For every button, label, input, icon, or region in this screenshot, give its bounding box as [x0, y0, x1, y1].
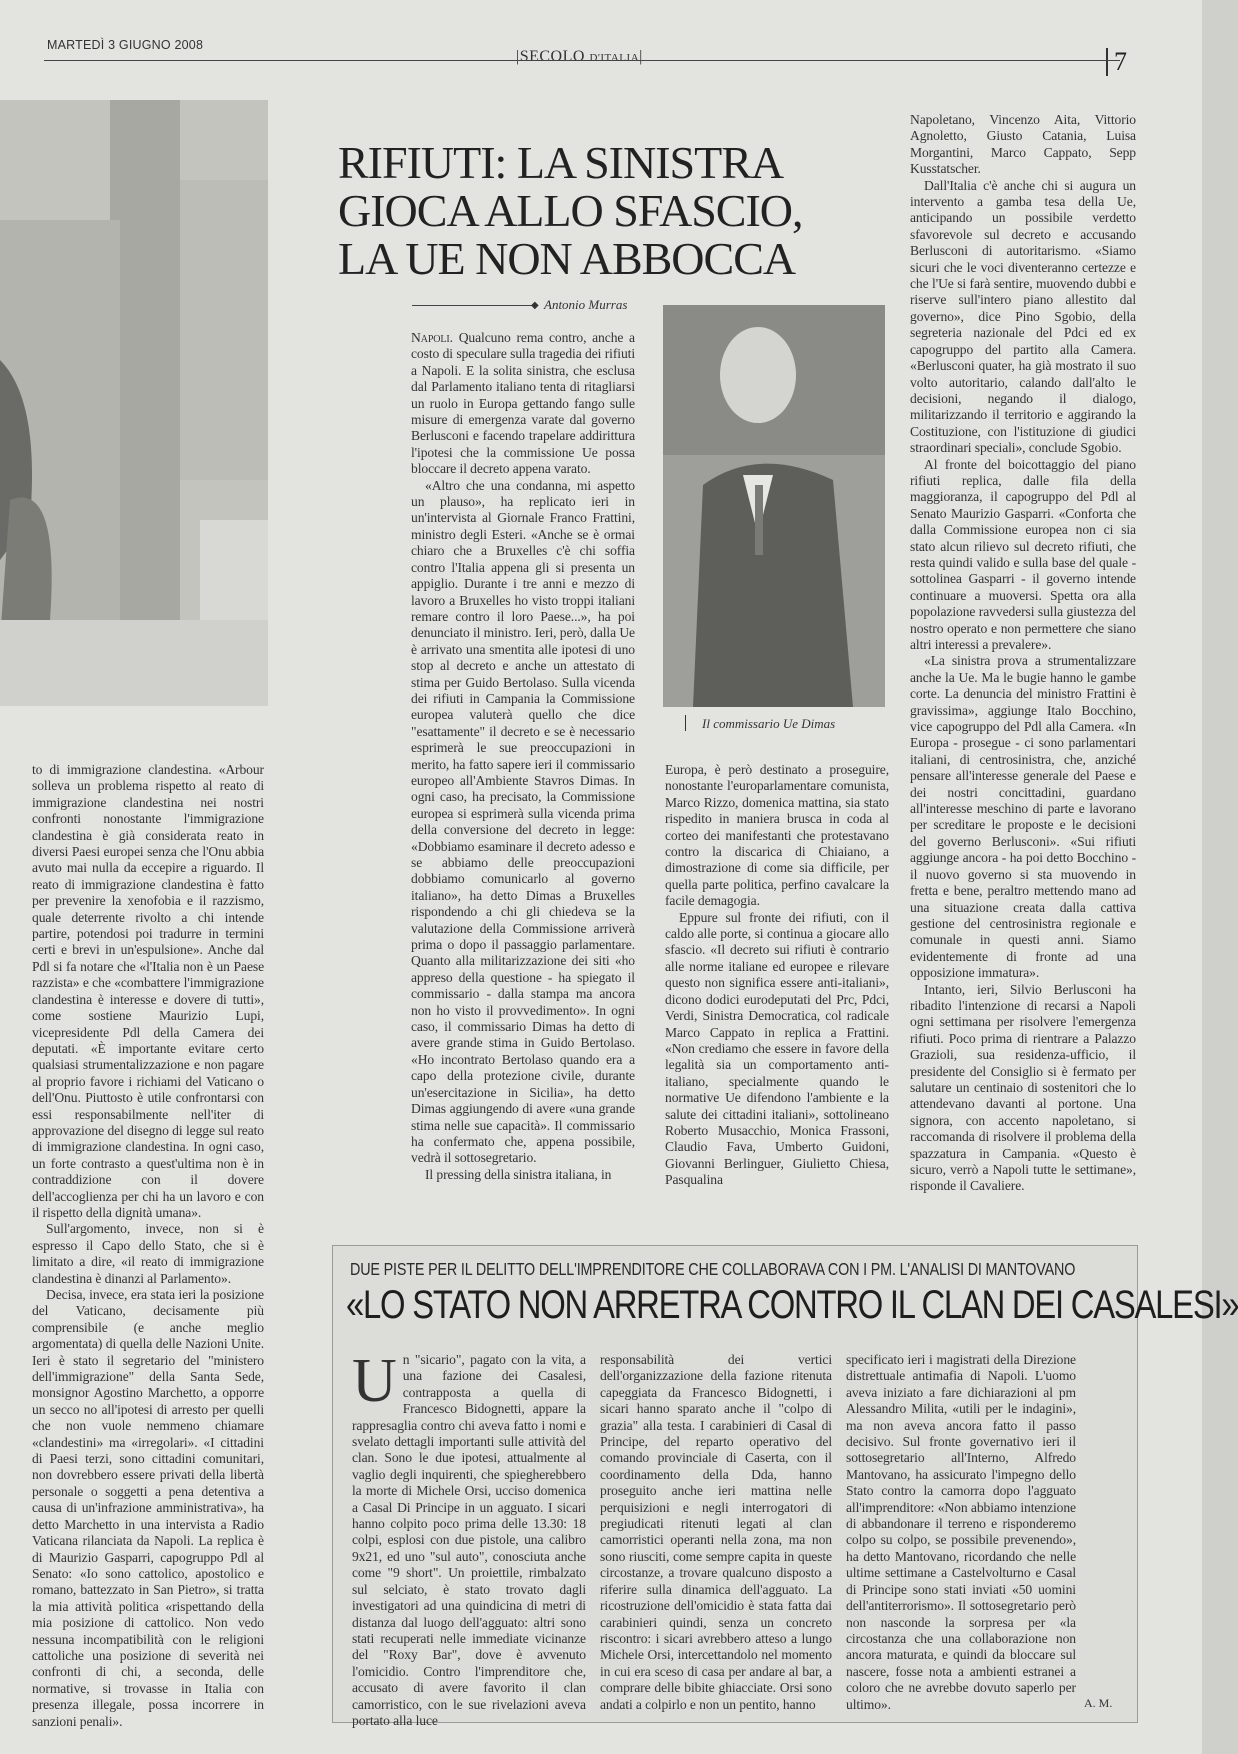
bottom-headline: «LO STATO NON ARRETRA CONTRO IL CLAN DEI CASALESI» [346, 1283, 1238, 1327]
bottom-col2-text: responsabilità dei vertici dell'organizzazione della fazione ritenuta capeggiata da Francesco Bidognetti, i sicari hanno sparato anche il "colpo di grazia" alla testa. I carabinieri di Casal di Principe, del reparto operativo del comando provinciale di Caserta, con il coordinamento della Dda, hanno proseguito anche ieri mattina nelle perquisizioni e negli interrogatori di pregiudicati ritenuti legati al clan camorristici operanti nella zona, ma non sono riusciti, come sempre capita in queste circostanze, a trovare qualcuno disposto a riferire sulla dinamica dell'agguato. La ricostruzione dell'omicidio è stata fatta dai carabinieri quindi, senza un concreto riscontro: i sicari avrebbero atteso a lungo Michele Orsi, intercettandolo nel momento in cui era sceso di casa per andare al bar, a comprare delle bibite ghiacciate. Orsi sono andati a colpirlo e non un pentito, hanno [600, 1352, 832, 1712]
main-col1-paragraph: Il pressing della sinistra italiana, in [425, 1166, 612, 1182]
dimas-photo [663, 305, 885, 707]
page-number: 7 [1106, 48, 1127, 76]
bottom-signature: A. M. [1084, 1696, 1113, 1710]
bottom-col3-text: specificato ieri i magistrati della Direzione distrettuale antimafia di Napoli. L'uomo aveva iniziato a fare dichiarazioni al pm Alessandro Milita, «utili per le indagini», ma non aveva ancora fatto il passo decisivo. Sul fronte governativo ieri il sottosegretario all'Interno, Alfredo Mantovano, ha assicurato l'impegno dello Stato contro la camorra dopo l'agguato all'imprenditore: «Non abbiamo intenzione di abbandonare il terreno e risponderemo colpo su colpo, se possibile prevenendo», ha detto Mantovano, ricordando che nelle ultime settimane a Castelvolturno e Casal di Principe sono stati inviati «50 uomini dell'antiterrorismo». Il sottosegretario però non nasconde la sorpresa per «la circostanza che una collaborazione non ancora maturata, e quindi da bloccare sul nascere, fosse nota a ambienti estranei a coloro che ne avrebbe dovuto saperlo per ultimo». [846, 1352, 1076, 1712]
dateline: Napoli. [411, 330, 453, 345]
masthead-right-bar: | [639, 48, 643, 65]
byline-diamond: ◆ [531, 300, 539, 311]
bottom-column-2 [600, 1352, 832, 1712]
bottom-column-3 [846, 1352, 1076, 1712]
main-article-column-2 [665, 762, 889, 1186]
bottom-kicker: DUE PISTE PER IL DELITTO DELL'IMPRENDITORE CHE COLLABORAVA CON I PM. L'ANALISI DI MANTOVANO [350, 1259, 1076, 1279]
main-article-column-1 [411, 330, 635, 1186]
drop-cap: U [352, 1347, 397, 1415]
main-col1-paragraph: «Altro che una condanna, mi aspetto un plauso», ha replicato ieri in un'intervista al Giornale Franco Frattini, ministro degli Esteri. «Anche se è ormai chiaro che a Bruxelles c'è chi soffia contro l'Italia appena gli si presenta un appiglio. Durante i tre anni e mezzo di lavoro a Bruxelles ho visto troppi italiani remare contro il loro Paese...», ha poi denunciato il ministro. Ieri, però, dalla Ue è arrivato una smentita alle ipotesi di uno stop al decreto e anche un attestato di stima per Guido Bertolaso. Sulla vicenda dei rifiuti in Campania la Commissione europea valuterà quello che dice "esattamente" il decreto e se è necessario esprimerà le sue preoccupazioni in merito, ha fatto sapere ieri il commissario europeo all'Ambiente Stavros Dimas. In ogni caso, ha precisato, la Commissione europea si esprimerà sulla vicenda prima della conversione del decreto in legge: «Dobbiamo esaminare il decreto adesso e se abbiamo delle preoccupazioni dobbiamo comunicarlo al governo italiano», ha detto Dimas a Bruxelles rispondendo a chi gli chiedeva se la valutazione della Commissione arriverà prima o dopo il passaggio parlamentare. Quanto alla militarizzazione dei siti «ho appreso della questione - ha spiegato il commissario - dalla stampa ma ancora non ho visto il provvedimento». In ogni caso, il commissario Dimas ha detto di avere grande stima in Guido Bertolaso. «Ho incontrato Bertolaso quando era a capo della protezione civile, durante un'esercitazione in Sicilia», ha detto Dimas aggiungendo di avere «una grande stima nelle sue capacità». Il commissario ha confermato che, appena possibile, vedrà il sottosegretario. [411, 477, 635, 1166]
left-article-paragraph: Decisa, invece, era stata ieri la posizione del Vaticano, decisamente più comprensibile (e anche meglio argomentata) di quella delle Nazioni Unite. Ieri è stato il segretario del "ministero dell'immigrazione" della Santa Sede, monsignor Agostino Marchetto, a opporre un secco no all'ipotesi di arresto per quelli che non vuole nemmeno chiamare «clandestini» ma «irregolari». «I cittadini di Paesi terzi, sono cittadini comunitari, non dovrebbero essere privati della libertà personale o soggetti a pena detentiva a causa di un'infrazione amministrativa», ha detto Marchetto in una intervista a Radio Vaticana rilanciata da Napoli. La replica è di Maurizio Gasparri, capogruppo Pdl al Senato: «Io sono cattolico, apostolico e romano, battezzato in San Pietro», si tratta la mia attività politica «rispettando della mia posizione di cattolico. Non vedo nessuna incompatibilità con le religioni cattoliche una posizione di severità nei confronti di chi, a seconda, delle normative, si trovasse in Italia con presenza illegale, possa incorrere in sanzioni penali». [32, 1287, 264, 1729]
left-photo-art [0, 100, 268, 706]
dimas-photo-art [663, 305, 885, 707]
left-article-column [32, 762, 264, 1744]
masthead-title: SECOLO [519, 48, 585, 65]
header-rule [44, 60, 1120, 61]
main-article-column-3 [910, 112, 1136, 1194]
byline: Antonio Murras [544, 297, 628, 312]
main-headline: RIFIUTI: LA SINISTRA GIOCA ALLO SFASCIO, LA UE NON ABBOCCA [338, 136, 803, 284]
photo-caption: Il commissario Ue Dimas [702, 716, 836, 731]
masthead-left-bar: | [516, 48, 520, 65]
left-article-paragraph: Sull'argomento, invece, non si è espresso il Capo dello Stato, che si è limitato a dire, «il reato di immigrazione clandestina è dinanzi al Parlamento». [32, 1221, 264, 1286]
main-col3-paragraph: Napoletano, Vincenzo Aita, Vittorio Agnoletto, Giusto Catania, Luisa Morgantini, Marco Cappato, Sepp Kusstatscher. [910, 112, 1136, 177]
left-article-paragraph: to di immigrazione clandestina. «Arbour solleva un problema rispetto al reato di immigrazione clandestina nei nostri confronti nonostante l'immigrazione clandestina è già considerata reato in diversi Paesi europei senza che l'Onu abbia avuto mai nulla da eccepire a riguardo. Il reato di immigrazione clandestina è fatto per prevenire la xenofobia e il razzismo, quale deterrente rivolto a chi intende partire, potendosi poi tradurre in termini certi e brevi in un'espulsione». Anche dal Pdl si fa notare che «l'Italia non è un Paese razzista» e che «combattere l'immigrazione clandestina è interesse e dovere di tutti», come sostiene Maurizio Lupi, vicepresidente Pdl della Camera dei deputati. «È importante evitare certo qualsiasi strumentalizzazione e non pagare al proprio favore i richiami del Vaticano o dell'Onu. Piuttosto è utile confrontarsi con essi responsabilmente nell'iter di approvazione del disegno di legge sul reato di immigrazione clandestina. In ogni caso, un forte contrasto a quest'ultima non è in contraddizione con il dovere dell'accoglienza per chi ha un lavoro e con il rispetto della dignità umana». [32, 762, 264, 1220]
main-col2-paragraph: Europa, è però destinato a proseguire, nonostante l'europarlamentare comunista, Marco Rizzo, domenica mattina, sia stato rispedito in maniera brusca in coda al corteo dei manifestanti che protestavano contro la discarica di Chiaiano, a dimostrazione di come sia difficile, per quella parte politica, perfino cavalcare la facile demagogia. [665, 762, 889, 909]
main-col3-paragraph: Intanto, ieri, Silvio Berlusconi ha ribadito l'intenzione di recarsi a Napoli ogni settimana per risolvere l'emergenza rifiuti. Poco prima di rientrare a Palazzo Grazioli, sua residenza-ufficio, il presidente del Consiglio si è fermato per salutare un centinaio di sostenitori che lo attendevano davanti al portone. Una signora, con accento napoletano, si raccomanda di risolvere il problema della spazzatura in Campania. «Questo è sicuro, verrò a Napoli tutte le settimane», risponde il Cavaliere. [910, 981, 1136, 1194]
byline-rule [412, 305, 532, 306]
issue-date: MARTEDÌ 3 GIUGNO 2008 [47, 38, 204, 52]
photo-caption-bar [685, 715, 686, 731]
main-col3-paragraph: Dall'Italia c'è anche chi si augura un intervento a gamba tesa della Ue, anticipando un possibile verdetto sfavorevole sul decreto e accusando Berlusconi di autoritarismo. «Siamo sicuri che le voci diventeranno certezze e che l'Ue si farà sentire, muovendo dubbi e riserve sull'intero piano allestito dal governo», dice Pino Sgobio, della segreteria nazionale del Pdci ed ex capogruppo del partito alla Camera. «Berlusconi quater, ha già mostrato il suo volto autoritario, calando dall'alto le decisioni, negando il dialogo, militarizzando il territorio e aggirando la Costituzione, con l'istituzione di giudici straordinari speciali», conclude Sgobio. [910, 177, 1136, 456]
bottom-column-1 [352, 1347, 586, 1728]
main-col1-paragraph: Qualcuno rema contro, anche a costo di speculare sulla tragedia dei rifiuti a Napoli. E la solita sinistra, che esclusa dal Parlamento italiano tenta di ritagliarsi un ruolo in Europa gettando fango sulle misure di emergenza varate dal governo Berlusconi e facendo trapelare addirittura l'ipotesi che la commissione Ue possa bloccare il decreto appena varato. [411, 330, 635, 477]
main-col3-paragraph: Al fronte del boicottaggio del piano rifiuti replica, dalle fila della maggioranza, il capogruppo del Pdl al Senato Maurizio Gasparri. «Conforta che dalla Commissione europea non ci sia stato alcun rilievo sul decreto rifiuti, che resta quindi valido e sulla base del quale - sottolinea Gasparri - il governo intende continuare a muoversi. Spetta ora alla popolazione ravvedersi sulla giustezza del nostro operato e non permettere che siano altri interessi a prevalere». [910, 456, 1136, 652]
masthead-subtitle: D'ITALIA [589, 52, 640, 64]
bottom-col1-text: n "sicario", pagato con la vita, a una fazione dei Casalesi, contrapposta a quella di Francesco Bidognetti, appare la rappresaglia contro chi aveva fatto i nomi e svelato dettagli importanti sulle attività del clan. Sono le due ipotesi, attualmente al vaglio degli inquirenti, che spiegherebbero la morte di Michele Orsi, ucciso domenica a Casal Di Principe in un agguato. I sicari hanno colpito poco prima delle 13.30: 18 colpi, esplosi con due pistole, una calibro 9x21, ed uno "sul auto", conosciuta anche come "9 short". Un proiettile, rimbalzato sul selciato, è stato trovato dagli investigatori ad una quindicina di metri di distanza dal luogo dell'agguato: altri sono stati recuperati nelle immediate vicinanze del "Roxy Bar", dove è avvenuto l'omicidio. Contro l'imprenditore che, accusato di avere favorito il clan camorristico, con le sue rivelazioni aveva portato alla luce [352, 1352, 586, 1728]
left-photo [0, 100, 268, 706]
masthead [516, 48, 643, 66]
main-col2-paragraph: Eppure sul fronte dei rifiuti, con il caldo alle porte, si continua a giocare allo sfascio. «Il decreto sui rifiuti è contrario alle norme italiane ed europee e rilevare questo non significa essere anti-italiani», dicono dodici eurodeputati del Prc, Pdci, Verdi, Sinistra Democratica, col radicale Marco Cappato in replica a Frattini. «Non crediamo che essere in favore della legalità sia un comportamento anti-italiano, specialmente quando le normative Ue difendono l'ambiente e la salute dei cittadini italiani», sottolineano Roberto Musacchio, Monica Frassoni, Claudio Fava, Umberto Guidoni, Giovanni Berlinguer, Giulietto Chiesa, Pasqualina [665, 909, 889, 1188]
main-col3-paragraph: «La sinistra prova a strumentalizzare anche la Ue. Ma le bugie hanno le gambe corte. La denuncia del ministro Frattini è gravissima», aggiunge Italo Bocchino, vice capogruppo del Pdl alla Camera. «In Europa - prosegue - ci sono parlamentari italiani, di centrosinistra, che, anziché pensare all'interesse generale del Paese e dei nostri concittadini, guardano all'interesse meschino di parte e lavorano per screditare le proposte e le decisioni del governo Berlusconi». «Sui rifiuti aggiunge ancora - ha poi detto Bocchino - il nuovo governo si sta muovendo in fretta e bene, peraltro mettendo mano ad una situazione creata dalla cattiva gestione del centrosinistra regionale e comunale in questi anni. Siamo evidentemente di fronte ad una opposizione immatura». [910, 653, 1136, 981]
